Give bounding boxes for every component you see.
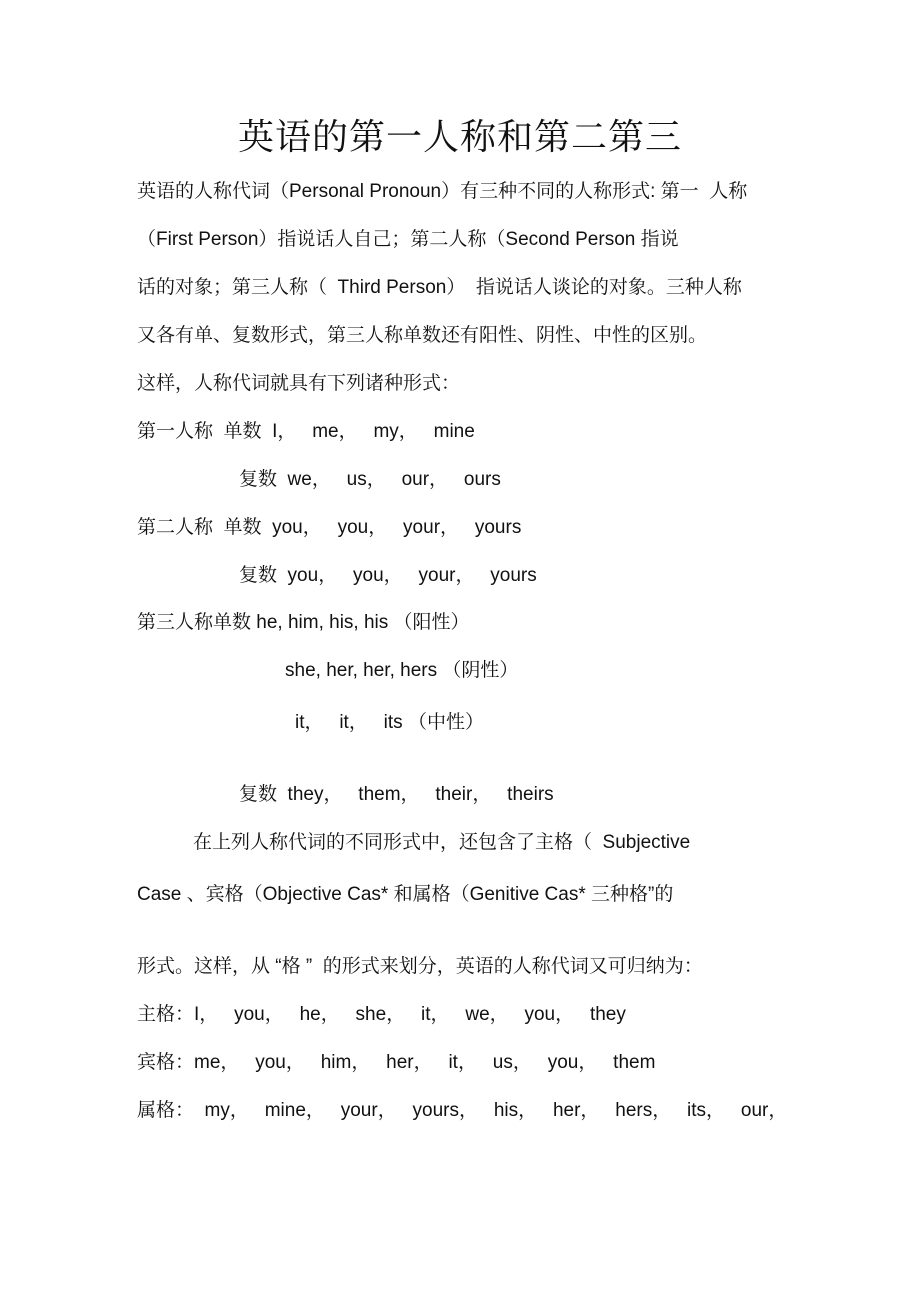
third-person-neuter: it， it， its （中性） (295, 712, 484, 733)
third-person-masculine: 第三人称单数 he, him, his, his （阳性） (137, 612, 470, 633)
third-person-plural: 复数 they， them， their， theirs (239, 784, 554, 805)
genitive-case-line: 属格： my， mine， your， yours， his， her， hers， its， our， (137, 1100, 788, 1121)
paragraph-line-3: 话的对象；第三人称（ Third Person） 指说话人谈论的对象。三种人称 (137, 277, 742, 298)
paragraph-cases-1: 在上列人称代词的不同形式中，还包含了主格（ Subjective (193, 832, 691, 853)
document-title: 英语的第一人称和第二第三 (237, 117, 682, 158)
paragraph-line-5: 这样，人称代词就具有下列诸种形式： (137, 373, 461, 394)
paragraph-cases-3: 形式。这样，从 “格 ” 的形式来划分，英语的人称代词又可归纳为： (137, 956, 703, 977)
paragraph-line-1: 英语的人称代词（Personal Pronoun）有三种不同的人称形式: 第一 人称 (137, 181, 748, 202)
objective-case-line: 宾格：me， you， him， her， it， us， you， them (137, 1052, 656, 1073)
paragraph-line-2: （First Person）指说话人自己；第二人称（Second Person 指说 (137, 229, 679, 250)
first-person-singular: 第一人称 单数 I， me， my， mine (137, 421, 475, 442)
third-person-feminine: she, her, her, hers （阴性） (285, 660, 519, 681)
paragraph-cases-2: Case 、宾格（Objective Cas* 和属格（Genitive Cas* 三种格”的 (137, 884, 674, 905)
paragraph-line-4: 又各有单、复数形式，第三人称单数还有阳性、阴性、中性的区别。 (137, 325, 708, 346)
first-person-plural: 复数 we， us， our， ours (239, 469, 501, 490)
nominative-case-line: 主格：I， you， he， she， it， we， you， they (137, 1004, 626, 1025)
second-person-singular: 第二人称 单数 you， you， your， yours (137, 517, 522, 538)
second-person-plural: 复数 you， you， your， yours (239, 565, 537, 586)
